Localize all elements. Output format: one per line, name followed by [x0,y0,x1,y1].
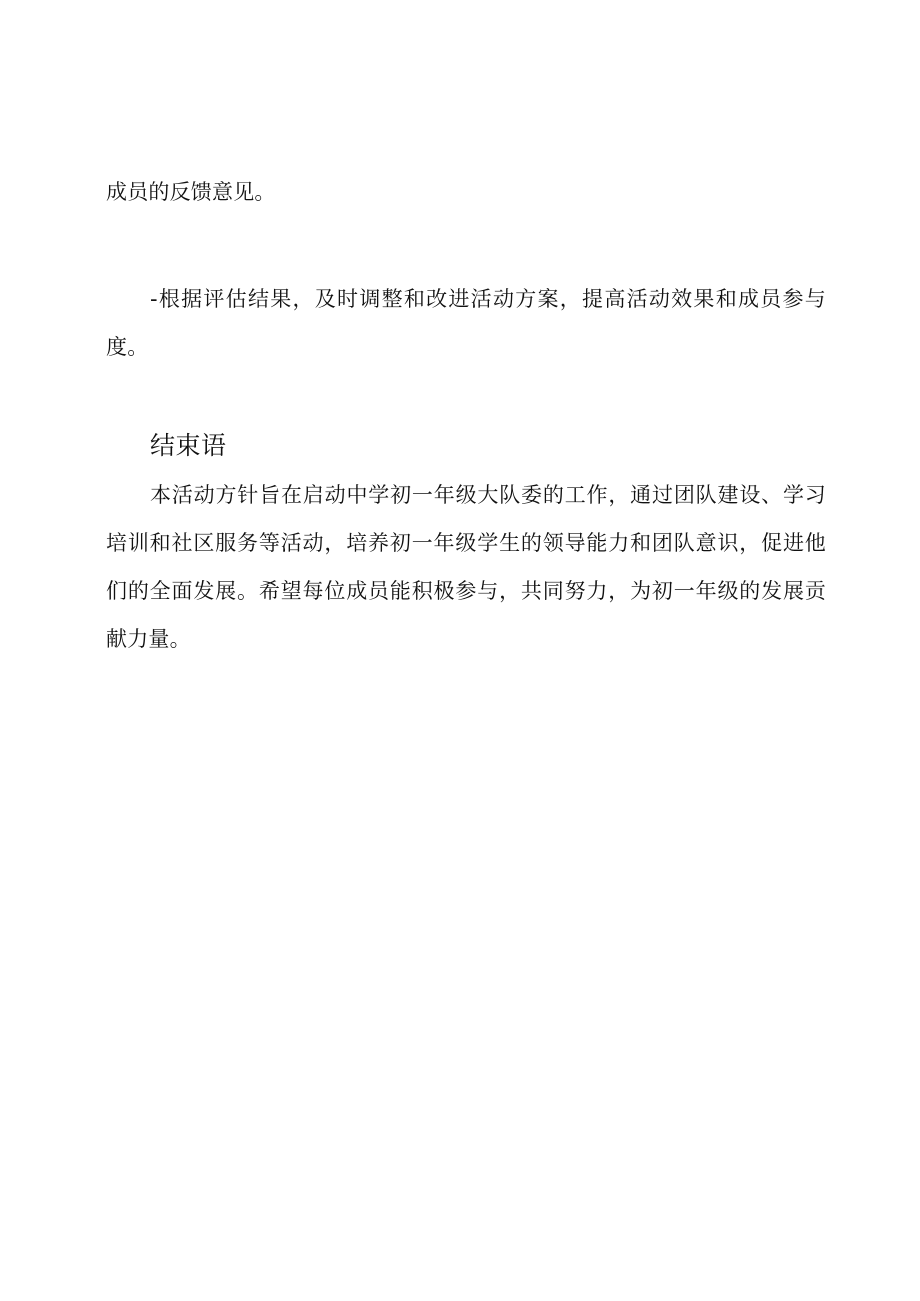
paragraph-line: -根据评估结果，及时调整和改进活动方案，提高活动效果和成员参与 [150,287,826,311]
paragraph-line: 献力量。 [106,627,191,651]
paragraph-line: 成员的反馈意见。 [106,180,276,204]
paragraph-line: 度。 [106,335,149,359]
paragraph-line: 本活动方针旨在启动中学初一年级大队委的工作，通过团队建设、学习 [150,483,826,507]
section-heading: 结束语 [150,431,227,460]
paragraph-line: 培训和社区服务等活动，培养初一年级学生的领导能力和团队意识，促进他 [106,531,826,555]
paragraph-line: 们的全面发展。希望每位成员能积极参与，共同努力，为初一年级的发展贡 [106,579,826,603]
